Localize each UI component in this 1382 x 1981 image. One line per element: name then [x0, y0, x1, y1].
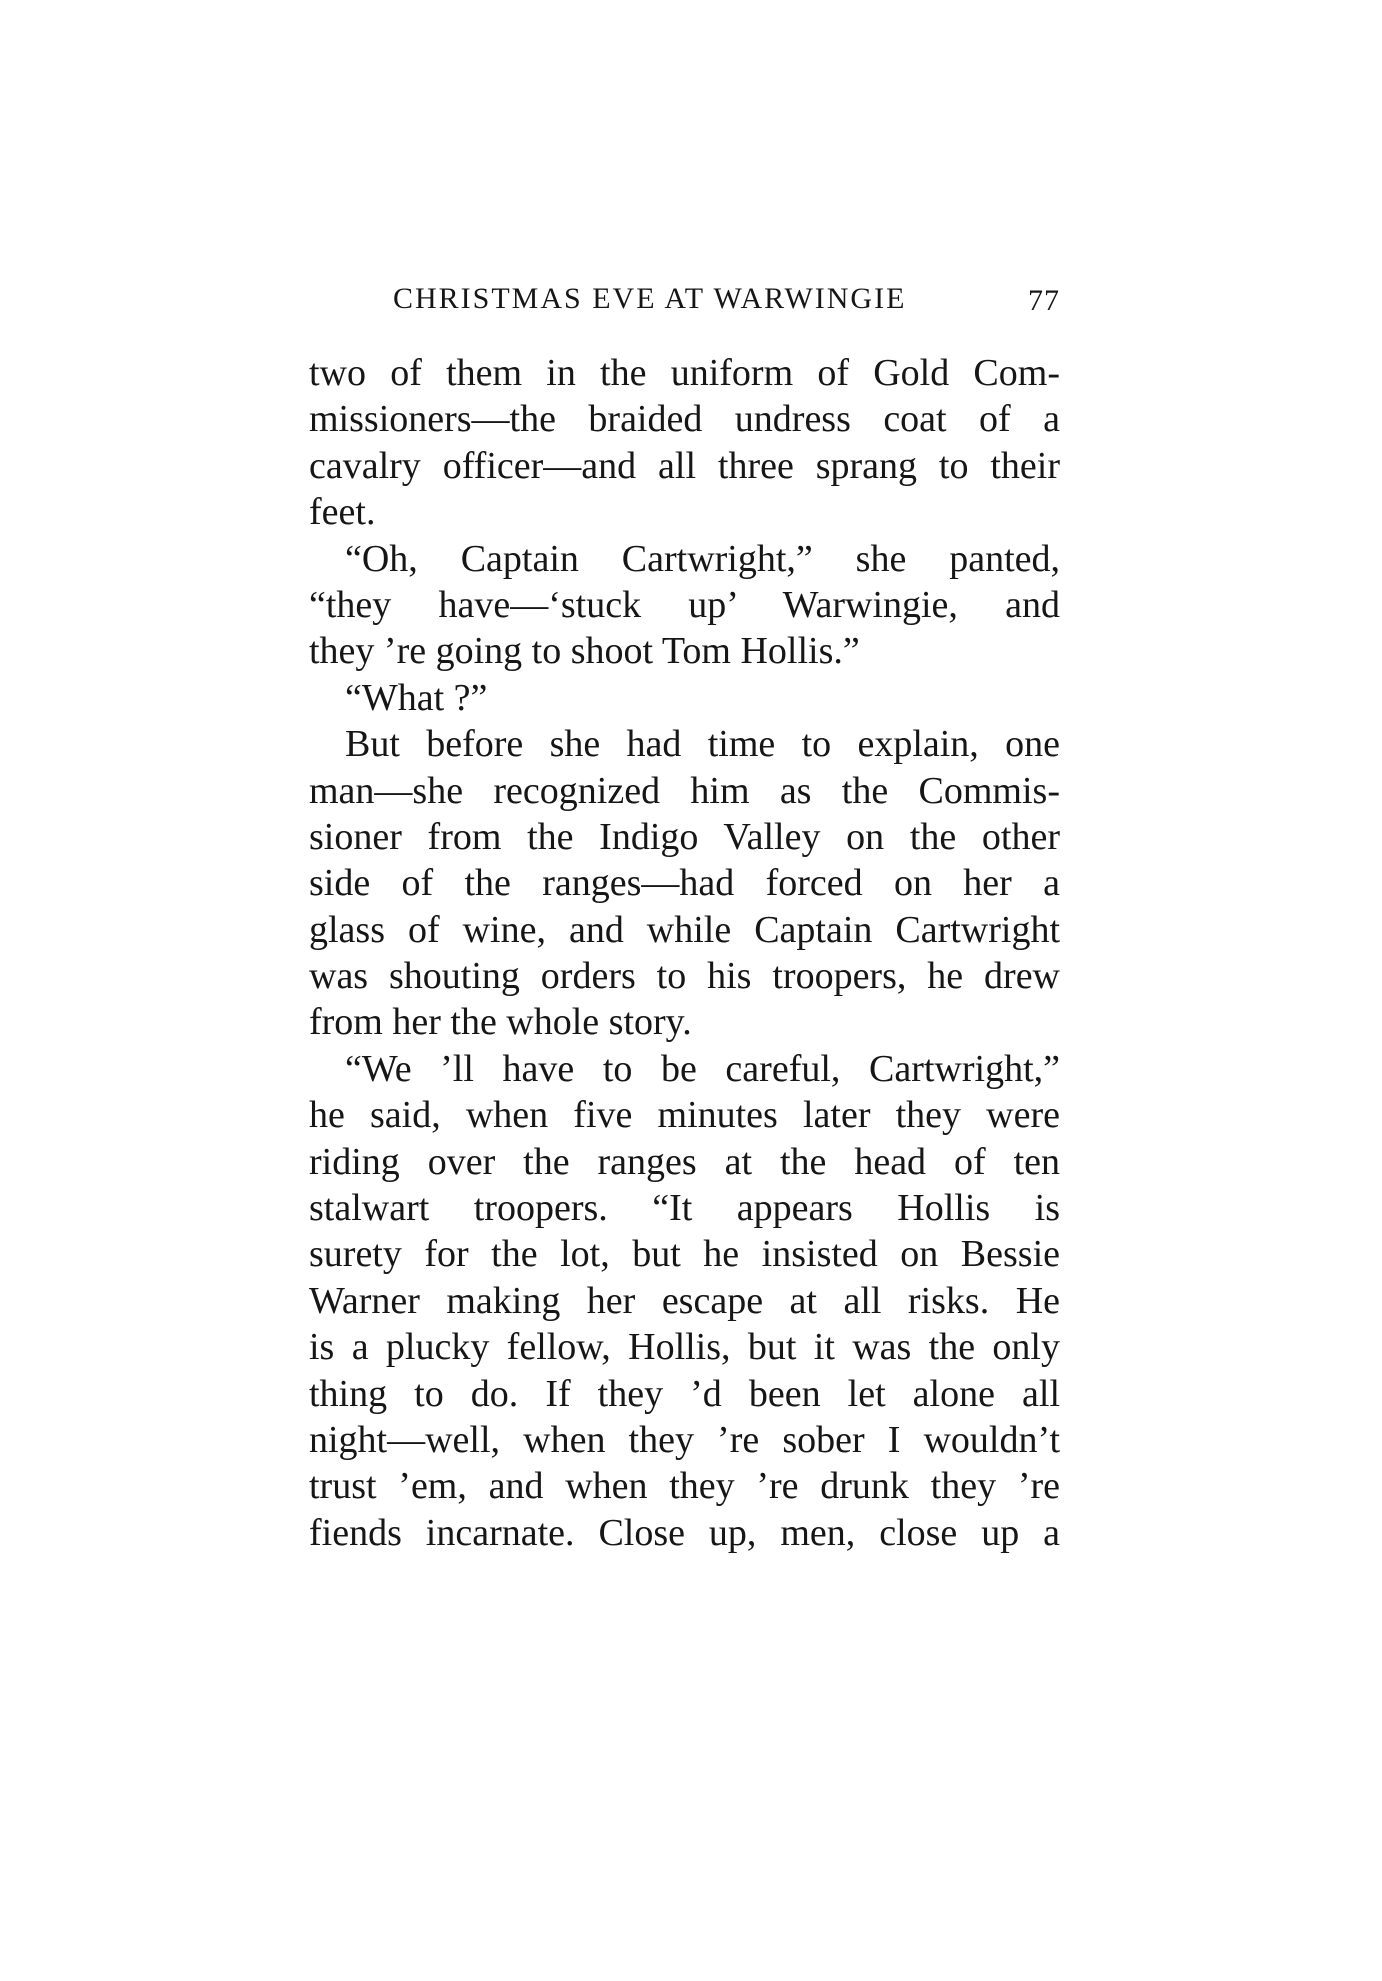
text-line: “Oh, Captain Cartwright,” she panted,: [345, 537, 1060, 580]
text-line: cavalry officer—and all three sprang to their: [309, 444, 1060, 487]
text-line: surety for the lot, but he insisted on Bessie: [309, 1233, 1060, 1276]
text-line: thing to do. If they ’d been let alone all: [309, 1372, 1060, 1415]
text-line: “they have—‘stuck up’ Warwingie, and: [309, 583, 1060, 626]
text-line: side of the ranges—had forced on her a: [309, 862, 1060, 905]
text-line: two of them in the uniform of Gold Com-: [309, 352, 1060, 394]
text-line: night—well, when they ’re sober I wouldn’t: [309, 1418, 1060, 1461]
text-line: riding over the ranges at the head of ten: [309, 1140, 1060, 1183]
text-line: trust ’em, and when they ’re drunk they ’re: [309, 1465, 1060, 1508]
page-number: 77: [1028, 284, 1060, 317]
running-head: [393, 279, 1075, 319]
text-line: stalwart troopers. “It appears Hollis is: [309, 1187, 1060, 1230]
text-line: But before she had time to explain, one: [345, 723, 1060, 766]
text-line: sioner from the Indigo Valley on the other: [309, 815, 1060, 858]
text-line: he said, when five minutes later they were: [309, 1094, 1060, 1137]
text-line: glass of wine, and while Captain Cartwright: [309, 908, 1060, 951]
text-line: feet.: [309, 491, 376, 534]
text-line: man—she recognized him as the Commis-: [309, 769, 1060, 812]
text-line: they ’re going to shoot Tom Hollis.”: [309, 630, 860, 673]
text-line: missioners—the braided undress coat of a: [309, 398, 1060, 441]
text-line: “We ’ll have to be careful, Cartwright,”: [345, 1047, 1060, 1090]
text-line: fiends incarnate. Close up, men, close up a: [309, 1511, 1060, 1554]
text-line: Warner making her escape at all risks. He: [309, 1279, 1060, 1322]
text-line: was shouting orders to his troopers, he drew: [309, 955, 1060, 998]
text-line: is a plucky fellow, Hollis, but it was the only: [309, 1326, 1060, 1369]
body-text: [309, 350, 1060, 1556]
text-line: from her the whole story.: [309, 1001, 692, 1044]
running-title: CHRISTMAS EVE AT WARWINGIE: [393, 282, 907, 315]
text-line: “What ?”: [345, 676, 488, 719]
